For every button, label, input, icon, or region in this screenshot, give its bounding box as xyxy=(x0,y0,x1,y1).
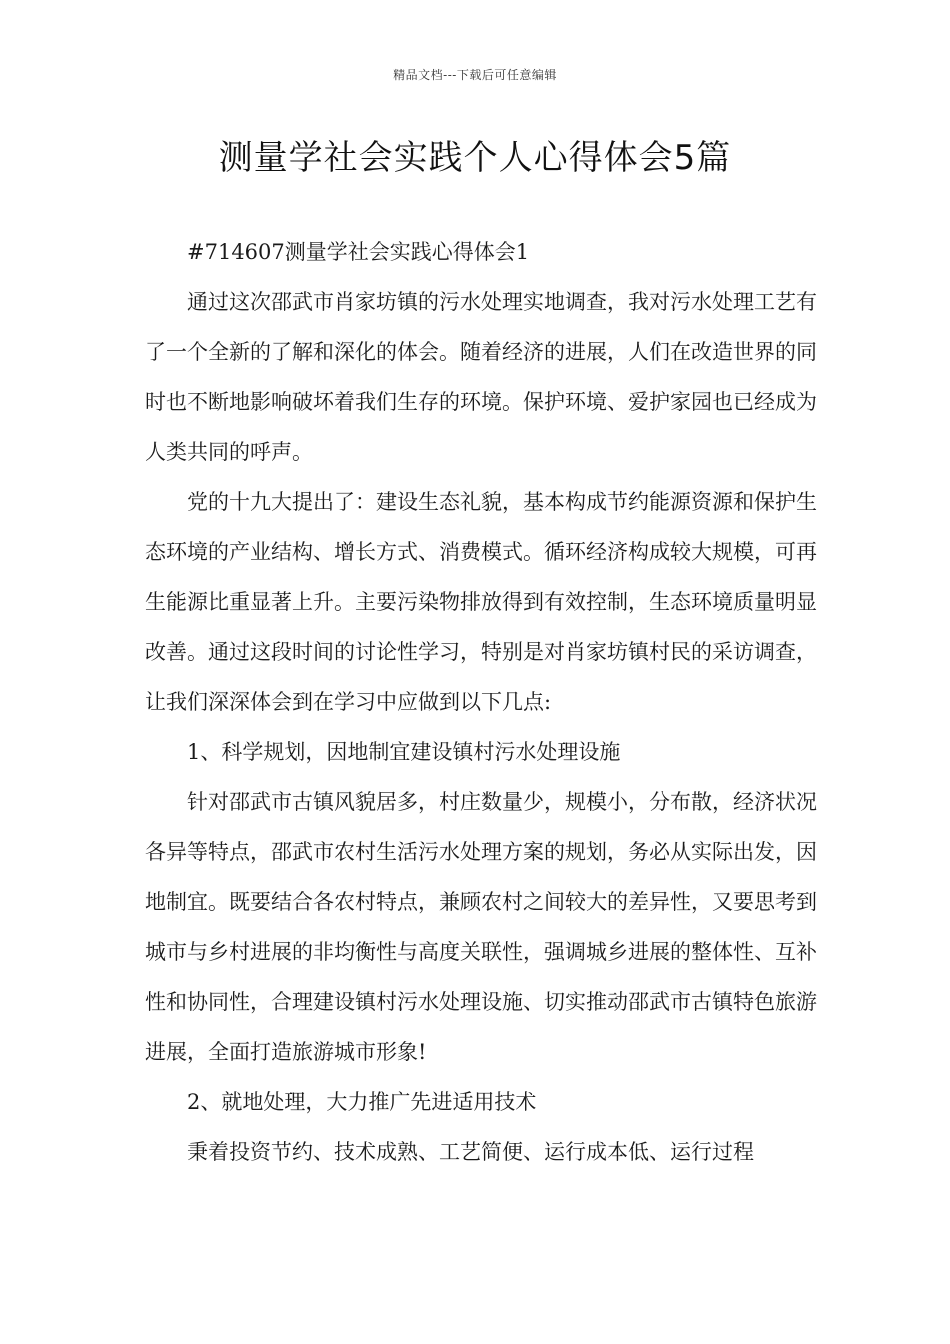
paragraph-point-1: 1、科学规划，因地制宜建设镇村污水处理设施 xyxy=(187,740,621,764)
paragraph: 针对邵武市古镇风貌居多，村庄数量少，规模小，分布散，经济状况各异等特点，邵武市农村生活污水处理方案的规划，务必从实际出发，因地制宜。既要结合各农村特点，兼顾农村之间较大的差异性，又要思考到城市与乡村进展的非均衡性与高度关联性，强调城乡进展的整体性、互补性和协同性，合理建设镇村污水处理设施、切实推动邵武市古镇特色旅游进展，全面打造旅游城市形象! xyxy=(145,790,817,1064)
paragraph: 通过这次邵武市肖家坊镇的污水处理实地调查，我对污水处理工艺有了一个全新的了解和深化的体会。随着经济的进展，人们在改造世界的同时也不断地影响破坏着我们生存的环境。保护环境、爱护家园也已经成为人类共同的呼声。 xyxy=(145,290,817,464)
document-body xyxy=(145,227,817,1177)
paragraph-section-heading-1: #714607测量学社会实践心得体会1 xyxy=(187,240,530,264)
paragraph-point-2: 2、就地处理，大力推广先进适用技术 xyxy=(187,1090,537,1114)
paragraph: 党的十九大提出了：建设生态礼貌，基本构成节约能源资源和保护生态环境的产业结构、增长方式、消费模式。循环经济构成较大规模，可再生能源比重显著上升。主要污染物排放得到有效控制，生态环境质量明显改善。通过这段时间的讨论性学习，特别是对肖家坊镇村民的采访调查，让我们深深体会到在学习中应做到以下几点: xyxy=(145,490,817,714)
document-title: 测量学社会实践个人心得体会5篇 xyxy=(218,138,732,178)
paragraph: 秉着投资节约、技术成熟、工艺简便、运行成本低、运行过程 xyxy=(187,1140,754,1164)
header-note: 精品文档---下载后可任意编辑 xyxy=(393,68,557,82)
